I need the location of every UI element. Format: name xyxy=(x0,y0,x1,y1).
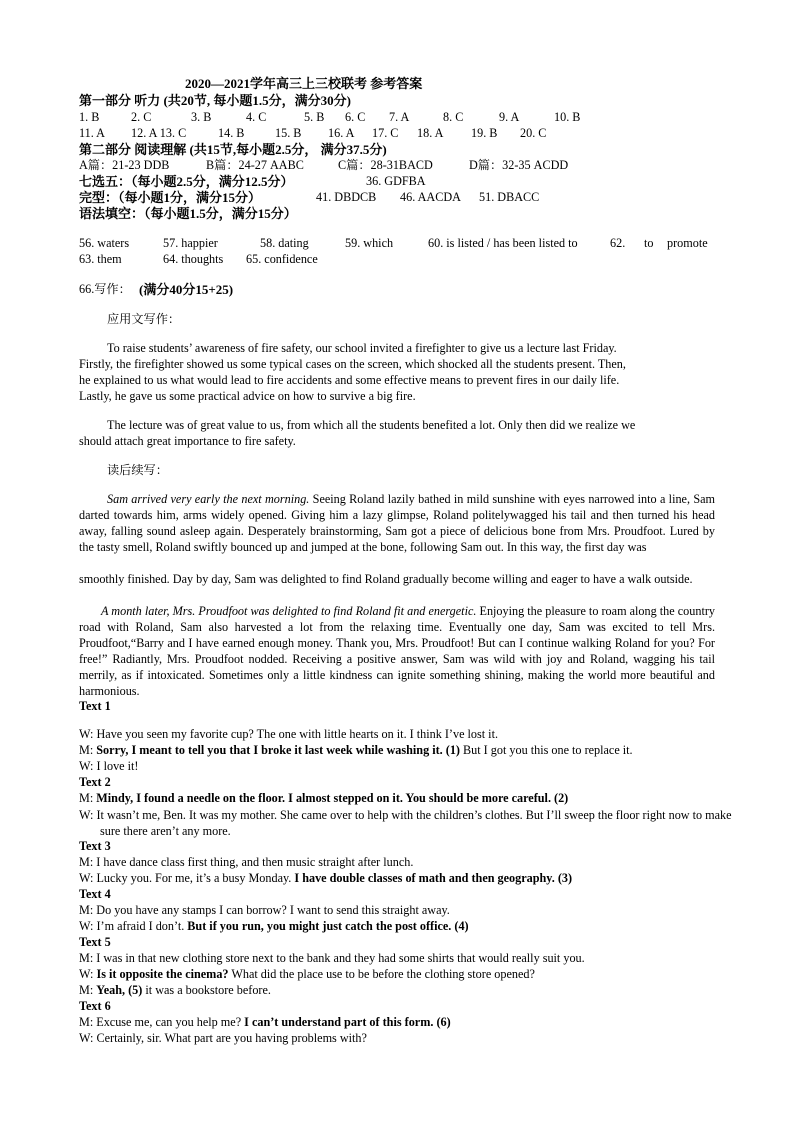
grammar-answer: 60. is listed / has been listed to xyxy=(428,236,578,250)
dialogue-text: What did the place use to be before the clothing store opened? xyxy=(228,967,535,981)
seven-heading: 七选五：（每小题2.5分，满分12.5分） xyxy=(79,174,294,189)
dialogue-line xyxy=(79,967,535,982)
part2-heading: 第二部分 阅读理解 (共15节,每小题2.5分， 满分37.5分) xyxy=(79,142,387,157)
writing-score: (满分40分15+25) xyxy=(139,282,234,297)
practical-line: Lastly, he gave us some practical advice on how to survive a big fire. xyxy=(79,389,416,403)
reading-answer: C篇：28-31BACD xyxy=(338,158,433,172)
answer-key-sentence: I can’t understand part of this form. (6) xyxy=(244,1015,451,1029)
answer-item: 9. A xyxy=(499,110,520,124)
story-text: Seeing Roland lazily bathed in mild sunshine with eyes narrowed into a line, Sam darted towards him, arms widely opened. Giving him a lazy glimpse, Roland politelywagged his tail and then turned his head away, falling sound asleep again. Desperately brainstorming, Sam got a piece of delicious bone from Mrs. Proudfoot. Lured by the tasty smell, Roland swiftly bounced up and jumped at the bone, following Sam out. In this way, the first day was xyxy=(79,492,715,554)
dialogue-text: W: I’m afraid I don’t. xyxy=(79,919,188,933)
grammar-answer: 62. xyxy=(610,236,626,250)
answer-key-sentence: Mindy, I found a needle on the floor. I almost stepped on it. You should be more careful. (2) xyxy=(96,791,569,805)
practical-line: he explained to us what would lead to fire accidents and some effective means to prevent fires in our daily life. xyxy=(79,373,620,387)
continuation-writing-label: 读后续写： xyxy=(107,463,168,477)
practical-line: The lecture was of great value to us, from which all the students benefited a lot. Only then did we realize we xyxy=(107,418,636,432)
dialogue-line: M: Do you have any stamps I can borrow? I want to send this straight away. xyxy=(79,903,450,917)
grammar-answer: 58. dating xyxy=(260,236,309,250)
speaker: M: xyxy=(79,743,97,757)
text-label: Text 4 xyxy=(79,887,111,901)
answer-item: 12. A 13. C xyxy=(131,126,187,140)
answer-item: 6. C xyxy=(345,110,366,124)
cloze-answer: 41. DBDCB xyxy=(316,190,377,204)
writing-label: 66.写作： xyxy=(79,282,131,296)
dialogue-line xyxy=(79,791,568,806)
text-label: Text 1 xyxy=(79,699,111,713)
answer-item: 10. B xyxy=(554,110,581,124)
grammar-answer: promote xyxy=(667,236,708,250)
speaker: M: xyxy=(79,983,97,997)
grammar-answer: 63. them xyxy=(79,252,122,266)
story-opening-sentence: Sam arrived very early the next morning. xyxy=(107,492,310,506)
answer-item: 14. B xyxy=(218,126,245,140)
dialogue-line xyxy=(79,1015,451,1030)
grammar-answer: 57. happier xyxy=(163,236,218,250)
text-label: Text 6 xyxy=(79,999,111,1013)
page-title: 2020—2021学年高三上三校联考 参考答案 xyxy=(185,76,423,91)
grammar-heading: 语法填空：（每小题1.5分，满分15分） xyxy=(79,206,297,221)
dialogue-text: it was a bookstore before. xyxy=(142,983,271,997)
reading-answer: A篇：21-23 DDB xyxy=(79,158,170,172)
speaker: W: xyxy=(79,967,97,981)
story-opening-sentence: A month later, Mrs. Proudfoot was delighted to find Roland fit and energetic. xyxy=(101,604,477,618)
answer-item: 15. B xyxy=(275,126,302,140)
answer-item: 17. C xyxy=(372,126,399,140)
text-label: Text 3 xyxy=(79,839,111,853)
cloze-answer: 46. AACDA xyxy=(400,190,461,204)
dialogue-line: W: It wasn’t me, Ben. It was my mother. She came over to help with the children’s clothes. But I’ll sweep the floor right now to make sure there aren’t any more. xyxy=(79,808,732,838)
answer-key-sentence: I have double classes of math and then geography. (3) xyxy=(294,871,573,885)
story-text: Enjoying the pleasure to roam along the country road with Roland, Sam also harvested a lot from the relaxing time. Eventually one day, Sam was excited to tell Mrs. Proudfoot,“Barry and I have earned enough money. Thank you, Mrs. Proudfoot! But can I continue walking Roland for you? For free!” Radiantly, Mrs. Proudfoot nodded. Receiving a positive answer, Sam was wild with joy and Roland, wagging his tail merrily, as if intoxicated. Sometimes only a little kindness can ignite something shining, making the world more beautiful and harmonious. xyxy=(79,604,715,698)
answer-key-sentence: But if you run, you might just catch the post office. (4) xyxy=(187,919,469,933)
grammar-answer: 56. waters xyxy=(79,236,130,250)
answer-key-sentence: Is it opposite the cinema? xyxy=(96,967,229,981)
grammar-answer: 65. confidence xyxy=(246,252,318,266)
answer-item: 16. A xyxy=(328,126,355,140)
dialogue-line: W: I love it! xyxy=(79,759,139,773)
answer-item: 3. B xyxy=(191,110,212,124)
answer-item: 19. B xyxy=(471,126,498,140)
dialogue-line xyxy=(79,919,469,934)
dialogue-text: W: Lucky you. For me, it’s a busy Monday. xyxy=(79,871,295,885)
answer-item: 5. B xyxy=(304,110,325,124)
seven-answer: 36. GDFBA xyxy=(366,174,426,188)
reading-answer: D篇：32-35 ACDD xyxy=(469,158,569,172)
story-paragraph-2 xyxy=(79,603,715,699)
dialogue-line xyxy=(79,871,572,886)
grammar-answer: to xyxy=(644,236,654,250)
answer-item: 20. C xyxy=(520,126,547,140)
grammar-answer: 64. thoughts xyxy=(163,252,224,266)
story-paragraph-1 xyxy=(79,491,715,555)
text-label: Text 2 xyxy=(79,775,111,789)
answer-item: 1. B xyxy=(79,110,100,124)
answer-item: 11. A xyxy=(79,126,105,140)
text-label: Text 5 xyxy=(79,935,111,949)
dialogue-line: M: I was in that new clothing store next to the bank and they had some shirts that would really suit you. xyxy=(79,951,585,965)
answer-item: 4. C xyxy=(246,110,267,124)
answer-item: 2. C xyxy=(131,110,152,124)
dialogue-text: M: Excuse me, can you help me? xyxy=(79,1015,245,1029)
story-paragraph-1-continued: smoothly finished. Day by day, Sam was delighted to find Roland gradually become willing and eager to have a walk outside. xyxy=(79,572,693,586)
dialogue-line: M: I have dance class first thing, and then music straight after lunch. xyxy=(79,855,414,869)
part1-heading: 第一部分 听力 (共20节, 每小题1.5分，满分30分) xyxy=(79,93,351,108)
answer-key-sentence: Yeah, (5) xyxy=(96,983,143,997)
cloze-heading: 完型：（每小题1分，满分15分） xyxy=(79,190,262,205)
answer-item: 8. C xyxy=(443,110,464,124)
answer-key-sentence: Sorry, I meant to tell you that I broke it last week while washing it. (1) xyxy=(96,743,460,757)
answer-item: 7. A xyxy=(389,110,410,124)
dialogue-line: W: Have you seen my favorite cup? The one with little hearts on it. I think I’ve lost it. xyxy=(79,727,499,741)
dialogue-line xyxy=(79,743,633,758)
answer-item: 18. A xyxy=(417,126,444,140)
dialogue-line xyxy=(79,983,271,998)
reading-answer: B篇：24-27 AABC xyxy=(206,158,304,172)
practical-line: should attach great importance to fire safety. xyxy=(79,434,296,448)
grammar-answer: 59. which xyxy=(345,236,394,250)
cloze-answer: 51. DBACC xyxy=(479,190,540,204)
practical-line: Firstly, the firefighter showed us some typical cases on the screen, which shocked all the students present. Then, xyxy=(79,357,626,371)
practical-line: To raise students’ awareness of fire safety, our school invited a firefighter to give us a lecture last Friday. xyxy=(107,341,617,355)
dialogue-text: But I got you this one to replace it. xyxy=(459,743,633,757)
practical-writing-label: 应用文写作： xyxy=(107,312,181,326)
dialogue-line: W: Certainly, sir. What part are you having problems with? xyxy=(79,1031,367,1045)
speaker: M: xyxy=(79,791,97,805)
